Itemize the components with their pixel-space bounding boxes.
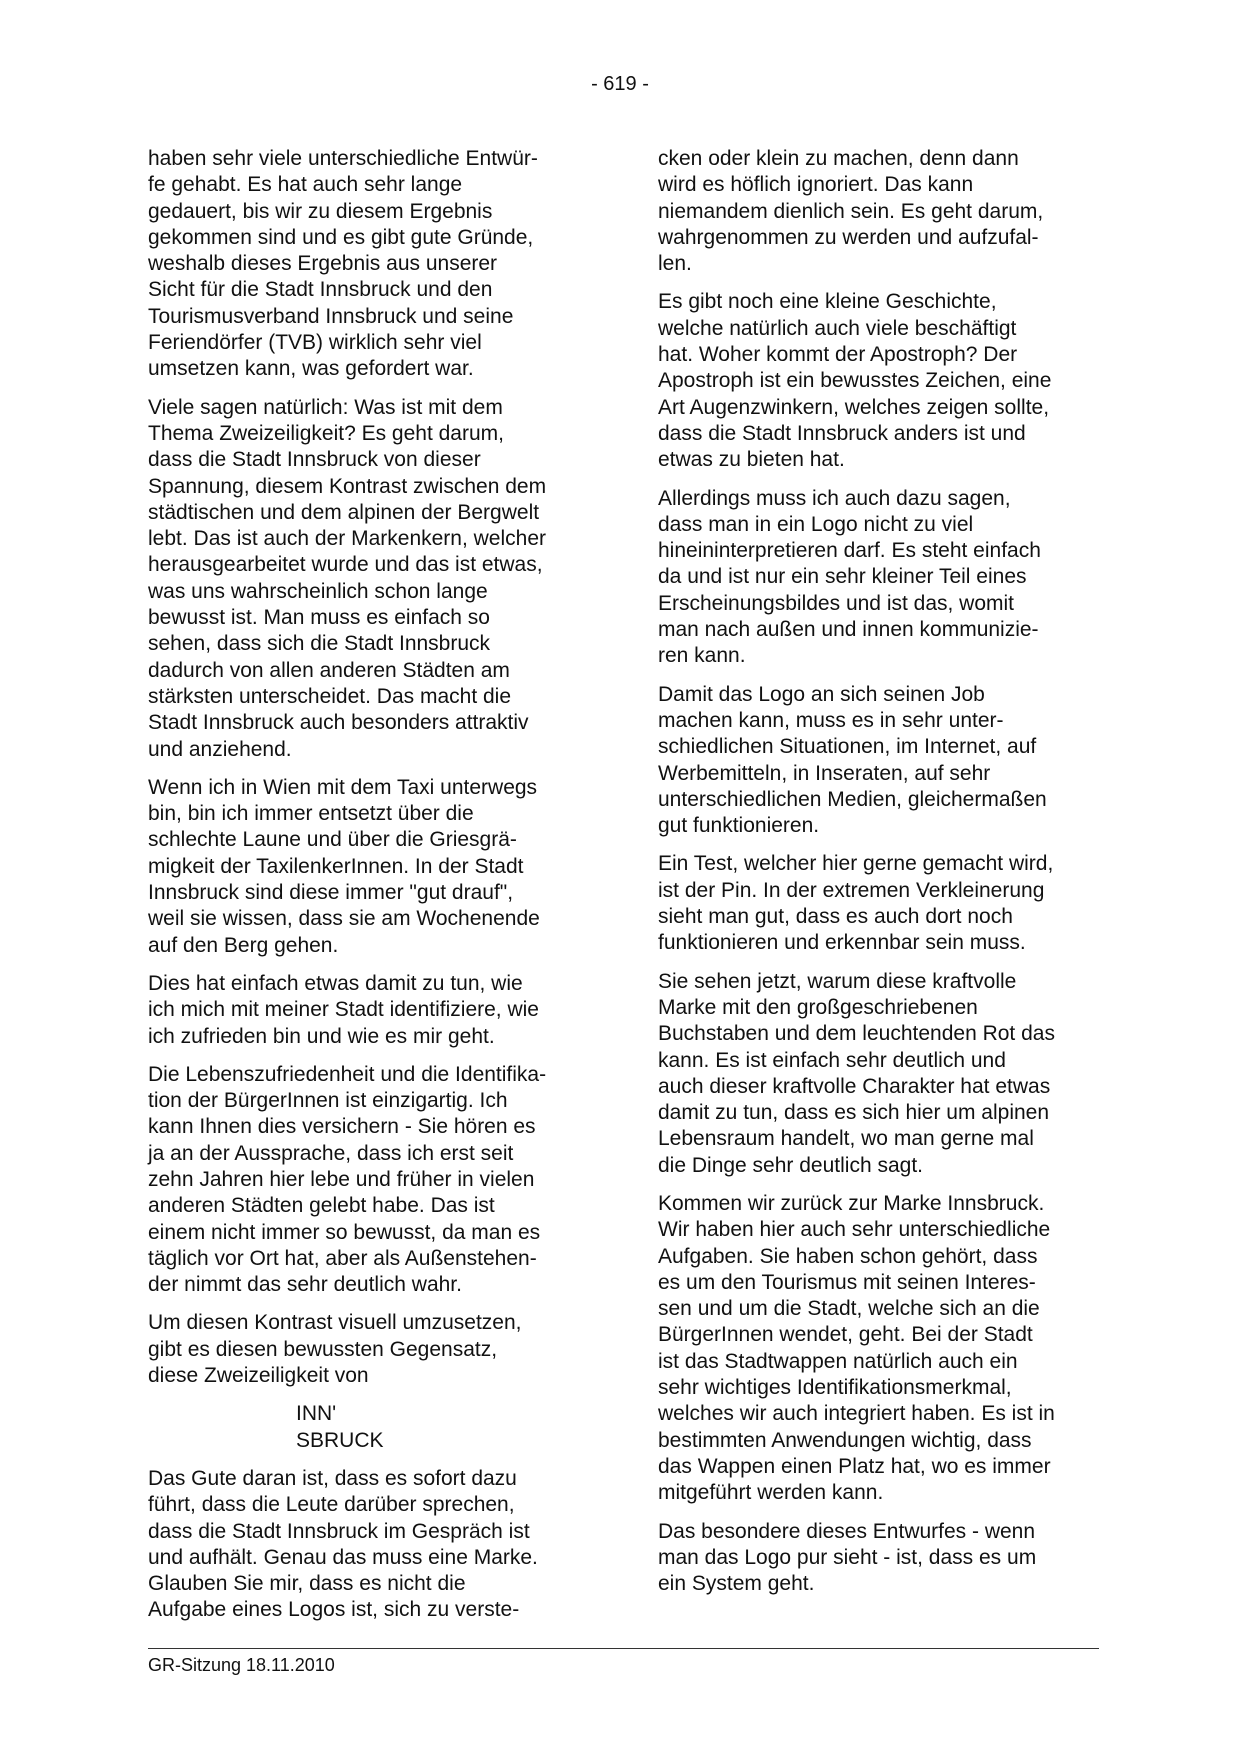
text-line: sen und um die Stadt, welche sich an die: [658, 1297, 1040, 1321]
text-line: ich zufrieden bin und wie es mir geht.: [148, 1024, 495, 1048]
text-line: dass man in ein Logo nicht zu viel: [658, 512, 974, 536]
text-line: täglich vor Ort hat, aber als Außenstehen-: [148, 1246, 537, 1270]
text-line: welches wir auch integriert haben. Es ist in: [658, 1402, 1055, 1426]
paragraph: [148, 775, 593, 959]
paragraph: [658, 1191, 1103, 1507]
text-line: hat. Woher kommt der Apostroph? Der: [658, 343, 1018, 367]
text-line: wird es höflich ignoriert. Das kann: [658, 173, 974, 197]
text-line: ren kann.: [658, 644, 746, 668]
text-line: man nach außen und innen kommunizie-: [658, 618, 1039, 642]
paragraph: [658, 969, 1103, 1179]
text-line: bin, bin ich immer entsetzt über die: [148, 802, 474, 826]
text-line: migkeit der TaxilenkerInnen. In der Stadt: [148, 854, 524, 878]
text-line: die Dinge sehr deutlich sagt.: [658, 1153, 923, 1177]
text-line: haben sehr viele unterschiedliche Entwür-: [148, 147, 538, 170]
text-line: ist der Pin. In der extremen Verkleinerung: [658, 878, 1045, 902]
text-line: SBRUCK: [296, 1428, 384, 1452]
text-line: herausgearbeitet wurde und das ist etwas,: [148, 553, 543, 577]
text-line: dadurch von allen anderen Städten am: [148, 658, 510, 682]
text-line: Um diesen Kontrast visuell umzusetzen,: [148, 1311, 522, 1335]
text-line: Apostroph ist ein bewusstes Zeichen, eine: [658, 369, 1052, 393]
text-line: da und ist nur ein sehr kleiner Teil eines: [658, 565, 1027, 589]
text-line: Werbemitteln, in Inseraten, auf sehr: [658, 761, 991, 785]
text-line: stärksten unterscheidet. Das macht die: [148, 684, 512, 708]
text-line: Tourismusverband Innsbruck und seine: [148, 304, 514, 328]
text-line: führt, dass die Leute darüber sprechen,: [148, 1493, 515, 1517]
text-line: Wenn ich in Wien mit dem Taxi unterwegs: [148, 775, 538, 799]
text-line: INN': [296, 1402, 337, 1426]
logo-wordmark-lines: [296, 1401, 593, 1454]
text-line: Buchstaben und dem leuchtenden Rot das: [658, 1022, 1055, 1046]
text-line: Glauben Sie mir, dass es nicht die: [148, 1572, 466, 1596]
text-line: einem nicht immer so bewusst, da man es: [148, 1220, 541, 1244]
text-line: der nimmt das sehr deutlich wahr.: [148, 1273, 462, 1297]
text-line: damit zu tun, dass es sich hier um alpinen: [658, 1101, 1050, 1125]
text-line: Aufgabe eines Logos ist, sich zu verste-: [148, 1598, 520, 1622]
text-line: das Wappen einen Platz hat, wo es immer: [658, 1454, 1051, 1478]
text-line: diese Zweizeiligkeit von: [148, 1364, 369, 1388]
text-line: Dies hat einfach etwas damit zu tun, wie: [148, 971, 523, 995]
text-line: kann Ihnen dies versichern - Sie hören es: [148, 1115, 536, 1139]
paragraph: [148, 146, 593, 383]
paragraph: [148, 1466, 593, 1624]
text-line: Aufgaben. Sie haben schon gehört, dass: [658, 1244, 1038, 1268]
text-line: Das besondere dieses Entwurfes - wenn: [658, 1519, 1036, 1543]
text-line: weshalb dieses Ergebnis aus unserer: [148, 252, 498, 276]
text-line: man das Logo pur sieht - ist, dass es um: [658, 1545, 1037, 1569]
text-line: Die Lebenszufriedenheit und die Identifika-: [148, 1062, 547, 1086]
text-line: dass die Stadt Innsbruck anders ist und: [658, 421, 1026, 445]
text-line: Feriendörfer (TVB) wirklich sehr viel: [148, 331, 482, 355]
text-line: Marke mit den großgeschriebenen: [658, 995, 978, 1019]
text-line: Sie sehen jetzt, warum diese kraftvolle: [658, 969, 1017, 993]
text-line: welche natürlich auch viele beschäftigt: [658, 316, 1017, 340]
text-line: Erscheinungsbildes und ist das, womit: [658, 591, 1015, 615]
text-line: mitgeführt werden kann.: [658, 1481, 884, 1505]
text-line: Ein Test, welcher hier gerne gemacht wird,: [658, 852, 1054, 876]
paragraph: [148, 1310, 593, 1389]
text-line: etwas zu bieten hat.: [658, 448, 845, 472]
text-line: städtischen und dem alpinen der Bergwelt: [148, 500, 540, 524]
text-line: gibt es diesen bewussten Gegensatz,: [148, 1337, 498, 1361]
paragraph: [658, 1519, 1103, 1598]
paragraph: [658, 851, 1103, 956]
text-line: umsetzen kann, was gefordert war.: [148, 357, 474, 381]
text-line: hineininterpretieren darf. Es steht einfach: [658, 539, 1041, 563]
text-line: Damit das Logo an sich seinen Job: [658, 682, 985, 706]
text-line: wahrgenommen zu werden und aufzufal-: [658, 225, 1039, 249]
text-line: tion der BürgerInnen ist einzigartig. Ich: [148, 1089, 508, 1113]
text-line: sieht man gut, dass es auch dort noch: [658, 905, 1013, 929]
text-line: es um den Tourismus mit seinen Interes-: [658, 1270, 1036, 1294]
text-line: sehen, dass sich die Stadt Innsbruck: [148, 632, 491, 656]
text-line: ist das Stadtwappen natürlich auch ein: [658, 1349, 1018, 1373]
text-line: BürgerInnen wendet, geht. Bei der Stadt: [658, 1323, 1033, 1347]
text-line: gekommen sind und es gibt gute Gründe,: [148, 225, 534, 249]
text-line: gut funktionieren.: [658, 814, 820, 838]
text-line: machen kann, muss es in sehr unter-: [658, 708, 1004, 732]
text-line: Allerdings muss ich auch dazu sagen,: [658, 486, 1011, 510]
text-line: Art Augenzwinkern, welches zeigen sollte,: [658, 395, 1050, 419]
paragraph: [148, 1062, 593, 1299]
text-line: len.: [658, 252, 692, 276]
text-line: Das Gute daran ist, dass es sofort dazu: [148, 1466, 517, 1490]
paragraph: [658, 682, 1103, 840]
page-number: - 619 -: [591, 73, 649, 95]
text-line: Kommen wir zurück zur Marke Innsbruck.: [658, 1191, 1045, 1215]
text-line: Sicht für die Stadt Innsbruck und den: [148, 278, 493, 302]
text-line: gedauert, bis wir zu diesem Ergebnis: [148, 199, 493, 223]
right-text-column: [658, 146, 1103, 1609]
text-line: ich mich mit meiner Stadt identifiziere, wie: [148, 998, 539, 1022]
text-line: zehn Jahren hier lebe und früher in vielen: [148, 1167, 535, 1191]
text-line: bewusst ist. Man muss es einfach so: [148, 606, 490, 630]
text-line: Lebensraum handelt, wo man gerne mal: [658, 1127, 1034, 1151]
text-line: Innsbruck sind diese immer "gut drauf",: [148, 881, 514, 905]
text-line: Thema Zweizeiligkeit? Es geht darum,: [148, 421, 504, 445]
text-line: und anziehend.: [148, 737, 292, 761]
text-line: kann. Es ist einfach sehr deutlich und: [658, 1048, 1006, 1072]
text-line: ja an der Aussprache, dass ich erst seit: [148, 1141, 514, 1165]
text-line: auf den Berg gehen.: [148, 933, 339, 957]
text-line: bestimmten Anwendungen wichtig, dass: [658, 1428, 1032, 1452]
text-line: niemandem dienlich sein. Es geht darum,: [658, 199, 1044, 223]
text-line: Wir haben hier auch sehr unterschiedliche: [658, 1218, 1051, 1242]
text-line: dass die Stadt Innsbruck von dieser: [148, 448, 481, 472]
text-line: Viele sagen natürlich: Was ist mit dem: [148, 395, 503, 419]
paragraph: [658, 289, 1103, 473]
text-line: cken oder klein zu machen, denn dann: [658, 147, 1019, 170]
text-line: Stadt Innsbruck auch besonders attraktiv: [148, 711, 529, 735]
text-line: dass die Stadt Innsbruck im Gespräch ist: [148, 1519, 530, 1543]
footer-session-date: GR-Sitzung 18.11.2010: [148, 1655, 335, 1675]
footer-divider: [148, 1648, 1099, 1649]
text-line: ein System geht.: [658, 1572, 815, 1596]
text-line: und aufhält. Genau das muss eine Marke.: [148, 1545, 538, 1569]
paragraph: [148, 971, 593, 1050]
text-line: auch dieser kraftvolle Charakter hat etwas: [658, 1074, 1051, 1098]
text-line: unterschiedlichen Medien, gleichermaßen: [658, 787, 1047, 811]
text-line: schiedlichen Situationen, im Internet, auf: [658, 735, 1037, 759]
text-line: weil sie wissen, dass sie am Wochenende: [148, 907, 540, 931]
text-line: Spannung, diesem Kontrast zwischen dem: [148, 474, 547, 498]
text-line: fe gehabt. Es hat auch sehr lange: [148, 173, 463, 197]
text-line: Es gibt noch eine kleine Geschichte,: [658, 290, 997, 314]
text-line: sehr wichtiges Identifikationsmerkmal,: [658, 1376, 1012, 1400]
paragraph: [658, 146, 1103, 277]
text-line: funktionieren und erkennbar sein muss.: [658, 931, 1026, 955]
text-line: was uns wahrscheinlich schon lange: [148, 579, 488, 603]
text-line: schlechte Laune und über die Griesgrä-: [148, 828, 517, 852]
text-line: lebt. Das ist auch der Markenkern, welcher: [148, 527, 547, 551]
paragraph: [658, 486, 1103, 670]
paragraph: [148, 395, 593, 763]
text-line: anderen Städten gelebt habe. Das ist: [148, 1194, 495, 1218]
left-text-column: [148, 146, 593, 1636]
